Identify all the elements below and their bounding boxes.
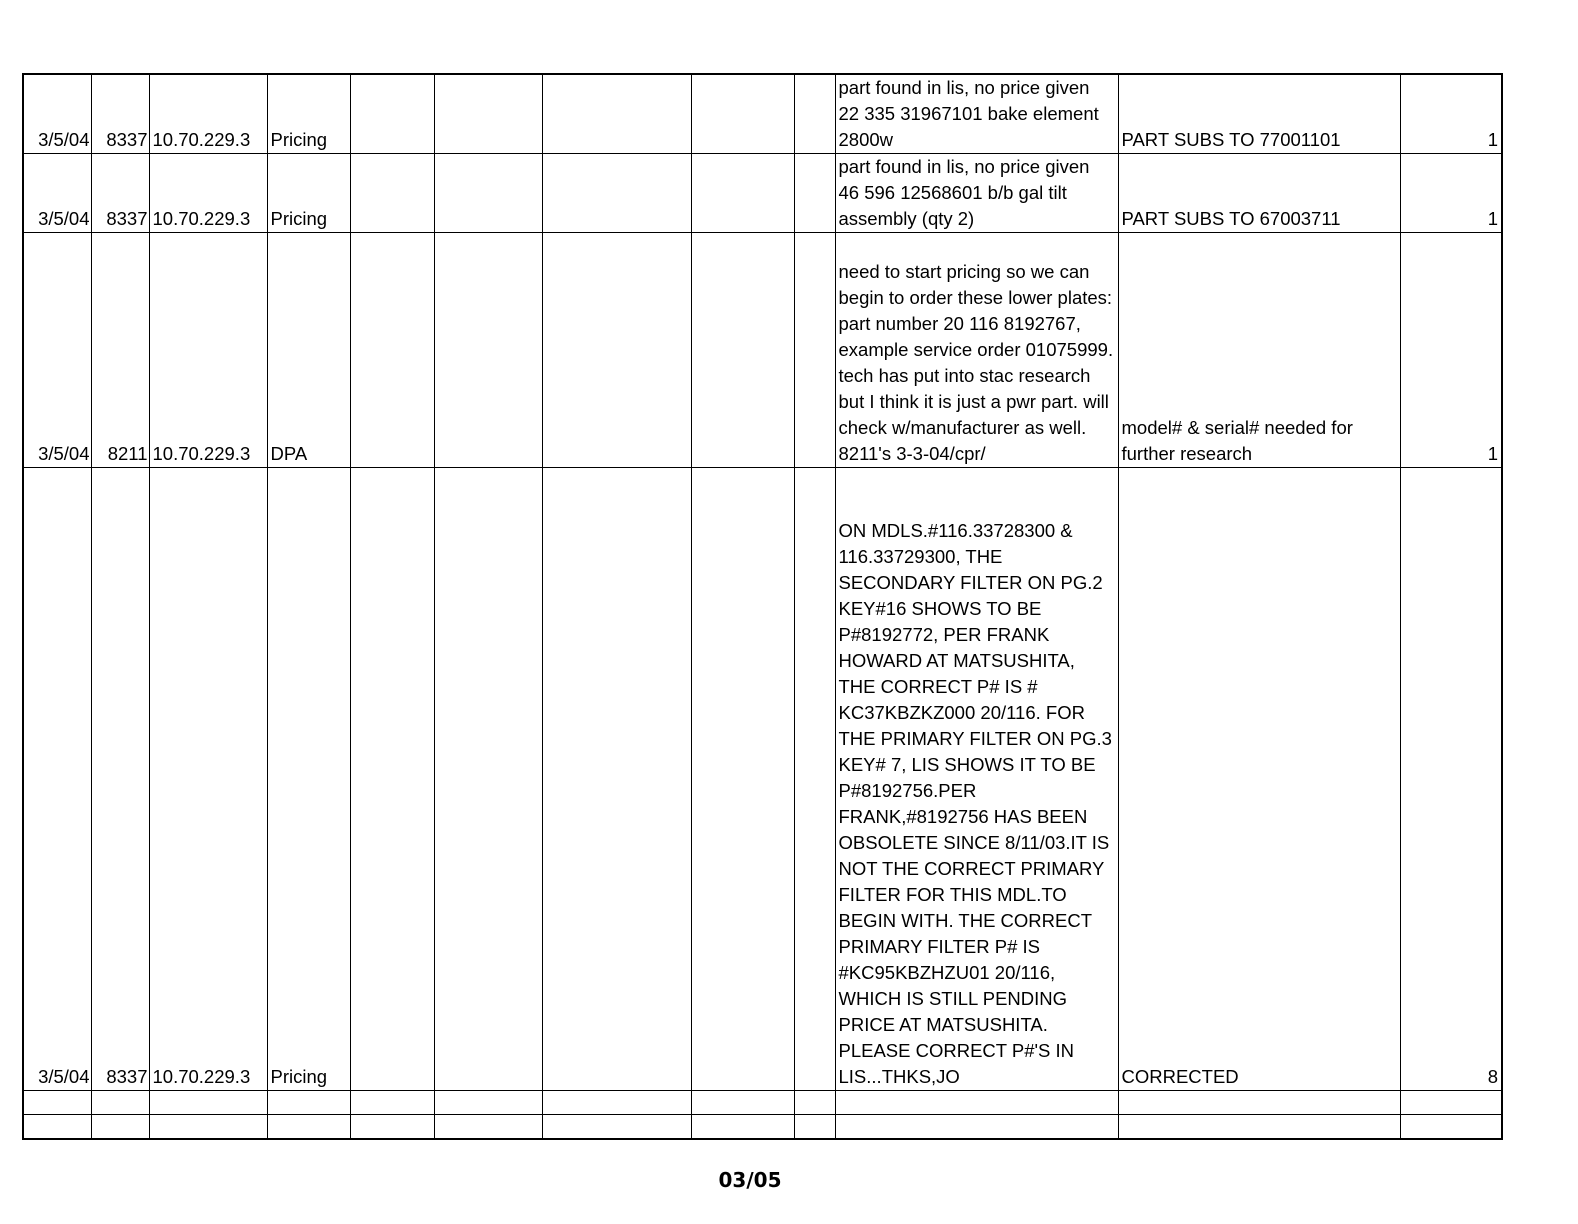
date-cell: 3/5/04 — [23, 468, 91, 1091]
empty-cell — [350, 1115, 434, 1140]
count-cell: 1 — [1400, 74, 1502, 154]
empty-cell — [149, 1115, 267, 1140]
ip-cell: 10.70.229.3 — [149, 154, 267, 233]
count-cell: 8 — [1400, 468, 1502, 1091]
empty-cell — [350, 468, 434, 1091]
date-cell: 3/5/04 — [23, 233, 91, 468]
table-row — [23, 154, 1502, 233]
table-row — [23, 468, 1502, 1091]
log-table — [22, 73, 1503, 1140]
category-cell: DPA — [267, 233, 350, 468]
empty-cell — [835, 1091, 1118, 1115]
count-cell: 1 — [1400, 233, 1502, 468]
id-cell: 8211 — [91, 233, 149, 468]
empty-cell — [542, 74, 691, 154]
empty-cell — [91, 1091, 149, 1115]
empty-cell — [434, 74, 542, 154]
id-cell: 8337 — [91, 154, 149, 233]
empty-cell — [23, 1115, 91, 1140]
empty-cell — [794, 154, 835, 233]
empty-cell — [350, 154, 434, 233]
empty-cell — [691, 468, 794, 1091]
empty-cell — [794, 468, 835, 1091]
resolution-cell: CORRECTED — [1118, 468, 1400, 1091]
empty-cell — [434, 468, 542, 1091]
resolution-cell: PART SUBS TO 77001101 — [1118, 74, 1400, 154]
empty-cell — [434, 154, 542, 233]
empty-cell — [1400, 1091, 1502, 1115]
empty-cell — [350, 74, 434, 154]
empty-cell — [794, 1091, 835, 1115]
empty-cell — [542, 233, 691, 468]
count-cell: 1 — [1400, 154, 1502, 233]
date-cell: 3/5/04 — [23, 74, 91, 154]
description-cell: ON MDLS.#116.33728300 & 116.33729300, THE SECONDARY FILTER ON PG.2 KEY#16 SHOWS TO BE P#8192772, PER FRANK HOWARD AT MATSUSHITA, THE CORRECT P# IS # KC37KBZKZ000 20/116. FOR THE PRIMARY FILTER ON PG.3 KEY# 7, LIS SHOWS IT TO BE P#8192756.PER FRANK,#8192756 HAS BEEN OBSOLETE SINCE 8/11/03.IT IS NOT THE CORRECT PRIMARY FILTER FOR THIS MDL.TO BEGIN WITH. THE CORRECT PRIMARY FILTER P# IS #KC95KBZHZU01 20/116, WHICH IS STILL PENDING PRICE AT MATSUSHITA. PLEASE CORRECT P#'S IN LIS...THKS,JO — [835, 468, 1118, 1091]
empty-row — [23, 1091, 1502, 1115]
description-cell: part found in lis, no price given 22 335 31967101 bake element 2800w — [835, 74, 1118, 154]
empty-cell — [542, 1091, 691, 1115]
empty-cell — [149, 1091, 267, 1115]
empty-cell — [691, 1115, 794, 1140]
empty-row — [23, 1115, 1502, 1140]
empty-cell — [542, 1115, 691, 1140]
empty-cell — [691, 233, 794, 468]
category-cell: Pricing — [267, 468, 350, 1091]
ip-cell: 10.70.229.3 — [149, 468, 267, 1091]
empty-cell — [835, 1115, 1118, 1140]
empty-cell — [794, 1115, 835, 1140]
empty-cell — [434, 1115, 542, 1140]
category-cell: Pricing — [267, 154, 350, 233]
empty-cell — [434, 233, 542, 468]
empty-cell — [1118, 1115, 1400, 1140]
id-cell: 8337 — [91, 468, 149, 1091]
description-cell: part found in lis, no price given 46 596 12568601 b/b gal tilt assembly (qty 2) — [835, 154, 1118, 233]
table-row — [23, 74, 1502, 154]
resolution-cell: PART SUBS TO 67003711 — [1118, 154, 1400, 233]
empty-cell — [794, 233, 835, 468]
empty-cell — [91, 1115, 149, 1140]
ip-cell: 10.70.229.3 — [149, 233, 267, 468]
page-number: 03/05 — [718, 1168, 782, 1192]
id-cell: 8337 — [91, 74, 149, 154]
description-cell: need to start pricing so we can begin to order these lower plates: part number 20 116 8192767, example service order 01075999. tech has put into stac research but I think it is just a pwr part. will check w/manufacturer as well. 8211's 3-3-04/cpr/ — [835, 233, 1118, 468]
empty-cell — [434, 1091, 542, 1115]
empty-cell — [542, 154, 691, 233]
empty-cell — [23, 1091, 91, 1115]
empty-cell — [691, 74, 794, 154]
category-cell: Pricing — [267, 74, 350, 154]
empty-cell — [691, 154, 794, 233]
empty-cell — [794, 74, 835, 154]
empty-cell — [267, 1091, 350, 1115]
empty-cell — [350, 1091, 434, 1115]
date-cell: 3/5/04 — [23, 154, 91, 233]
empty-cell — [691, 1091, 794, 1115]
empty-cell — [1118, 1091, 1400, 1115]
table-row — [23, 233, 1502, 468]
ip-cell: 10.70.229.3 — [149, 74, 267, 154]
empty-cell — [350, 233, 434, 468]
resolution-cell: model# & serial# needed for further research — [1118, 233, 1400, 468]
empty-cell — [267, 1115, 350, 1140]
empty-cell — [542, 468, 691, 1091]
empty-cell — [1400, 1115, 1502, 1140]
